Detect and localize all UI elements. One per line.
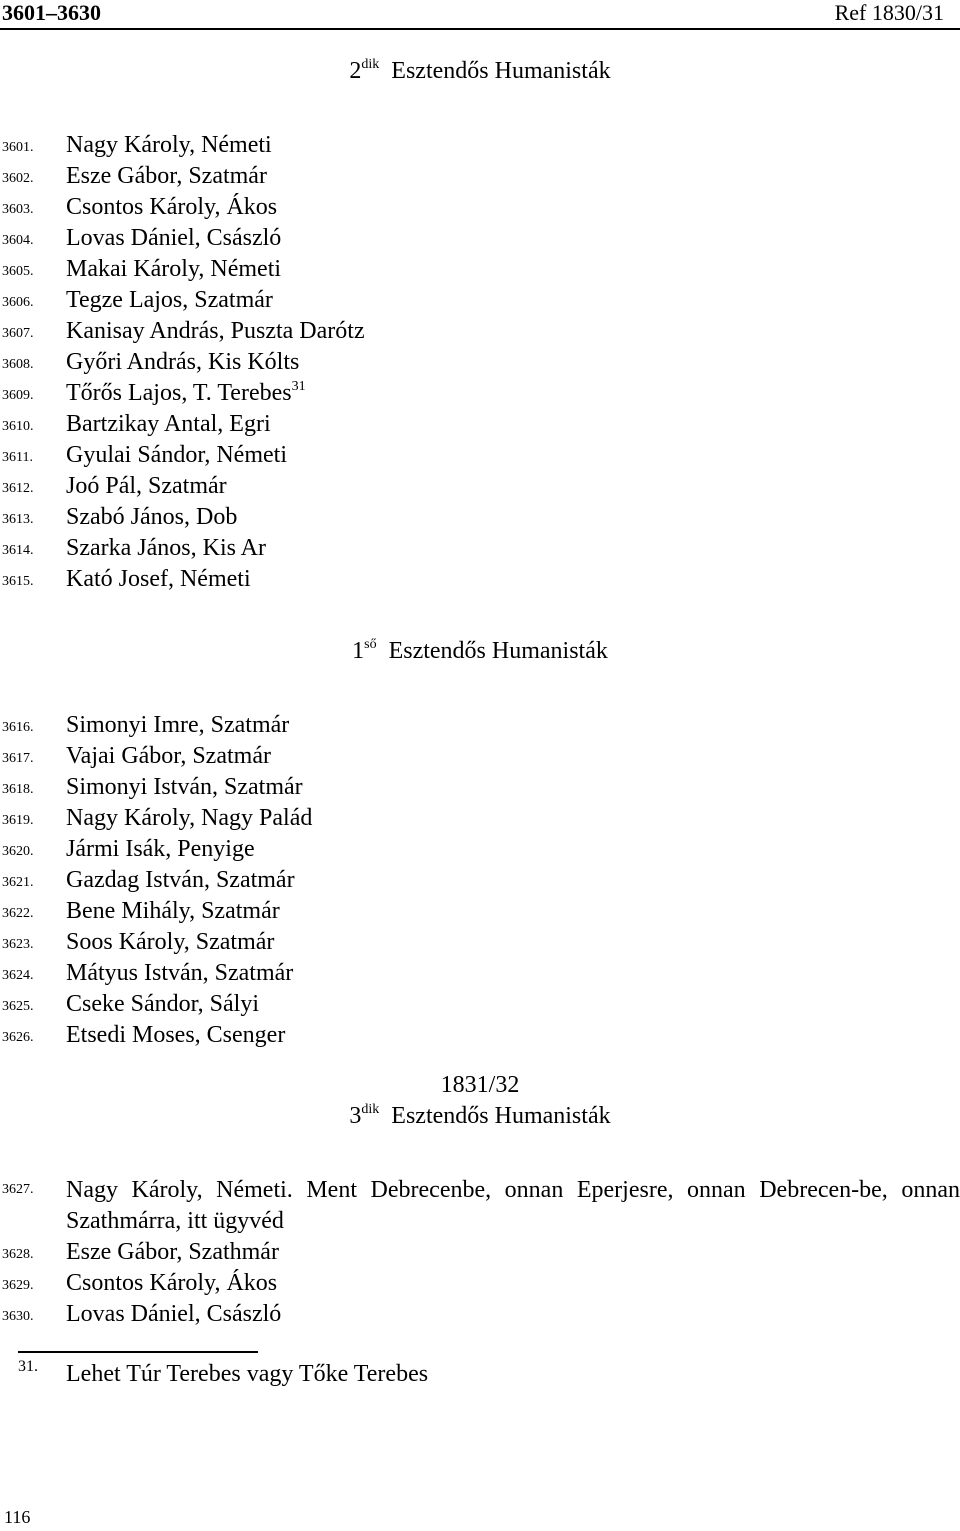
entry-name: Lovas Dániel, Császló [66,225,282,251]
list-item [0,440,960,471]
entry-name: Jármi Isák, Penyige [66,836,255,862]
footnote-mark: 31. [18,1358,38,1375]
section-ordinal: 1 [352,638,365,664]
list-item [0,958,960,989]
entry-number: 3601. [2,140,34,155]
list-item [0,161,960,192]
list-item [0,378,960,409]
entry-number: 3623. [2,937,34,952]
section-year: 1831/32 [440,1072,520,1098]
list-item [0,347,960,378]
entry-name: Csontos Károly, Ákos [66,194,278,220]
list-item [0,865,960,896]
list-item [0,254,960,285]
list-item [0,1299,960,1330]
list-item [0,927,960,958]
entry-number: 3618. [2,782,34,797]
entry-name: Simonyi István, Szatmár [66,774,303,800]
entry-number: 3602. [2,171,34,186]
entry-name: Tegze Lajos, Szatmár [66,287,273,313]
list-item [0,130,960,161]
list-item [0,192,960,223]
list-item [0,1175,960,1237]
entry-name: Joó Pál, Szatmár [66,473,227,499]
section-ordinal-suffix: dik [361,57,380,72]
entry-number: 3616. [2,720,34,735]
list-item [0,1020,960,1051]
list-item [0,834,960,865]
entry-name: Gyulai Sándor, Németi [66,442,287,468]
entry-name: Kanisay András, Puszta Darótz [66,318,365,344]
list-item [0,741,960,772]
section-ordinal-suffix: ső [364,637,377,652]
list-item [0,772,960,803]
entry-number: 3624. [2,968,34,983]
list-item [0,502,960,533]
entry-name: Csontos Károly, Ákos [66,1270,278,1296]
list-item [0,316,960,347]
list-item [0,285,960,316]
list-item [0,710,960,741]
entry-number: 3609. [2,388,34,403]
entry-name: Szabó János, Dob [66,504,238,530]
section-ordinal: 3 [349,1103,362,1129]
list-item [0,564,960,595]
entry-name: Esze Gábor, Szatmár [66,163,267,189]
entry-name: Cseke Sándor, Sályi [66,991,260,1017]
section-heading [180,58,780,85]
header-rule [0,28,960,30]
entry-name: Esze Gábor, Szathmár [66,1239,279,1265]
entry-number: 3615. [2,574,34,589]
entry-name: Bartzikay Antal, Egri [66,411,271,437]
list-item [0,223,960,254]
entry-number: 3628. [2,1247,34,1262]
section-ordinal-suffix: dik [361,1102,380,1117]
entry-number: 3614. [2,543,34,558]
entry-number: 3617. [2,751,34,766]
page-number: 116 [4,1507,31,1527]
entry-name: Nagy Károly, Németi. Ment Debrecenbe, onnan Eperjesre, onnan Debrecen-be, onnan Szathmárra, itt ügyvéd [66,1177,960,1234]
entry-name: Makai Károly, Németi [66,256,282,282]
list-item [0,533,960,564]
entry-name: Soos Károly, Szatmár [66,929,275,955]
entry-number: 3605. [2,264,34,279]
section-ordinal: 2 [349,58,362,84]
entry-number: 3613. [2,512,34,527]
entry-number: 3620. [2,844,34,859]
entry-number: 3619. [2,813,34,828]
entry-name: Vajai Gábor, Szatmár [66,743,271,769]
entry-number: 3612. [2,481,34,496]
footnote-reference[interactable]: 31 [291,379,306,394]
section-title: Esztendős Humanisták [388,638,608,664]
entry-name: Nagy Károly, Németi [66,132,272,158]
entry-name: Szarka János, Kis Ar [66,535,266,561]
section-title: Esztendős Humanisták [391,1103,611,1129]
entry-name: Kató Josef, Németi [66,566,251,592]
entry-name: Etsedi Moses, Csenger [66,1022,286,1048]
entry-name: Mátyus István, Szatmár [66,960,294,986]
list-item [0,471,960,502]
footnote-rule [18,1351,258,1353]
entry-number: 3625. [2,999,34,1014]
entry-name [66,380,306,407]
entry-number: 3622. [2,906,34,921]
entry-name: Győri András, Kis Kólts [66,349,300,375]
list-item [0,409,960,440]
reference-label: Ref 1830/31 [834,0,944,25]
entry-number: 3606. [2,295,34,310]
entry-number: 3611. [2,450,33,465]
footnote-text: Lehet Túr Terebes vagy Tőke Terebes [66,1361,429,1387]
entry-number: 3603. [2,202,34,217]
list-item [0,896,960,927]
section-heading [180,638,780,665]
list-item [0,803,960,834]
entry-name: Simonyi Imre, Szatmár [66,712,290,738]
page-range: 3601–3630 [2,0,101,25]
entry-name-text: Tőrős Lajos, T. Terebes [66,380,292,406]
entry-name: Bene Mihály, Szatmár [66,898,280,924]
section-heading [180,1103,780,1130]
entry-number: 3621. [2,875,34,890]
entry-number: 3607. [2,326,34,341]
entry-number: 3608. [2,357,34,372]
entry-number: 3610. [2,419,34,434]
entry-number: 3627. [2,1182,34,1197]
list-item [0,1268,960,1299]
entry-name: Gazdag István, Szatmár [66,867,295,893]
entry-name: Nagy Károly, Nagy Palád [66,805,313,831]
list-item [0,1237,960,1268]
entry-number: 3604. [2,233,34,248]
entry-name: Lovas Dániel, Császló [66,1301,282,1327]
entry-number: 3626. [2,1030,34,1045]
list-item [0,989,960,1020]
entry-number: 3630. [2,1309,34,1324]
entry-number: 3629. [2,1278,34,1293]
section-title: Esztendős Humanisták [391,58,611,84]
